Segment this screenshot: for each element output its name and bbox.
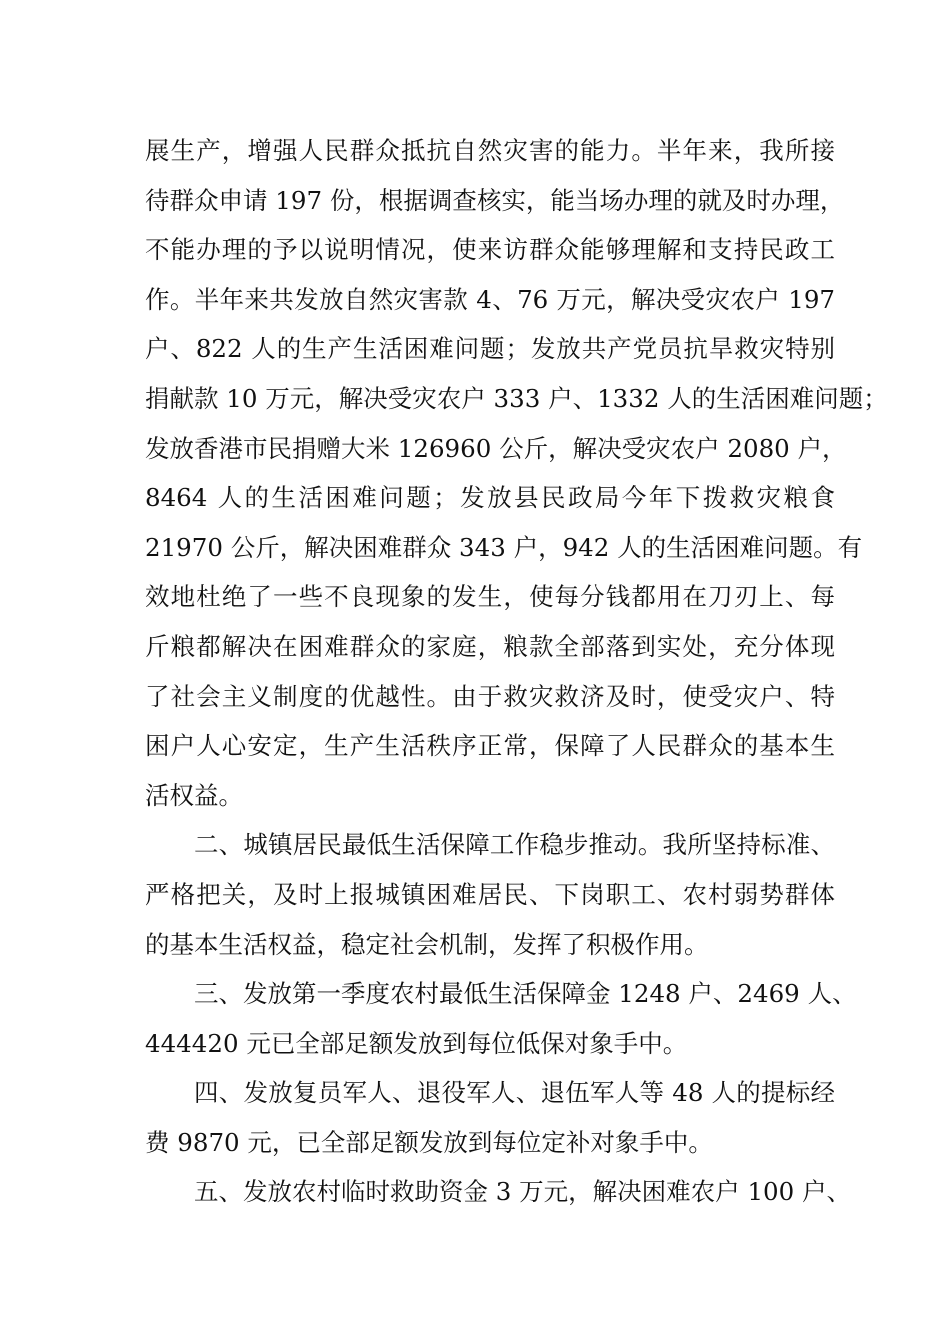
text-line: 不能办理的予以说明情况，使来访群众能够理解和支持民政工 (145, 235, 835, 265)
text-line: 效地杜绝了一些不良现象的发生，使每分钱都用在刀刃上、每 (145, 582, 835, 612)
text-line: 21970 公斤，解决困难群众 343 户，942 人的生活困难问题。有 (145, 532, 863, 562)
text-line: 户、822 人的生产生活困难问题；发放共产党员抗旱救灾特别 (145, 334, 835, 364)
text-line: 8464 人的生活困难问题；发放县民政局今年下拨救灾粮食 (145, 483, 835, 513)
text-line: 严格把关，及时上报城镇困难居民、下岗职工、农村弱势群体 (145, 879, 835, 909)
text-line: 展生产，增强人民群众抵抗自然灾害的能力。半年来，我所接 (145, 136, 835, 165)
paragraph-heading-line: 二、城镇居民最低生活保障工作稳步推动。我所坚持标准、 (194, 830, 835, 860)
text-line: 斤粮都解决在困难群众的家庭，粮款全部落到实处，充分体现 (145, 631, 835, 661)
text-line: 捐献款 10 万元，解决受灾农户 333 户、1332 人的生活困难问题； (145, 383, 888, 413)
paragraph-heading-line: 四、发放复员军人、退役军人、退伍军人等 48 人的提标经 (194, 1078, 835, 1108)
text-line: 困户人心安定，生产生活秩序正常，保障了人民群众的基本生 (145, 731, 835, 761)
text-line: 发放香港市民捐赠大米 126960 公斤，解决受灾农户 2080 户， (145, 433, 847, 463)
text-line: 费 9870 元，已全部足额发放到每位定补对象手中。 (145, 1127, 713, 1157)
paragraph-heading-line: 五、发放农村临时救助资金 3 万元，解决困难农户 100 户、 (194, 1177, 851, 1207)
text-line: 了社会主义制度的优越性。由于救灾救济及时，使受灾户、特 (145, 681, 835, 711)
document-body (145, 126, 888, 1217)
text-line: 的基本生活权益，稳定社会机制，发挥了积极作用。 (145, 929, 709, 959)
text-line: 444420 元已全部足额发放到每位低保对象手中。 (145, 1028, 688, 1058)
text-line: 待群众申请 197 份，根据调查核实，能当场办理的就及时办理， (145, 185, 845, 215)
paragraph-heading-line: 三、发放第一季度农村最低生活保障金 1248 户、2469 人、 (194, 979, 857, 1009)
text-line: 活权益。 (145, 780, 243, 810)
text-line: 作。半年来共发放自然灾害款 4、76 万元，解决受灾农户 197 (145, 284, 835, 314)
